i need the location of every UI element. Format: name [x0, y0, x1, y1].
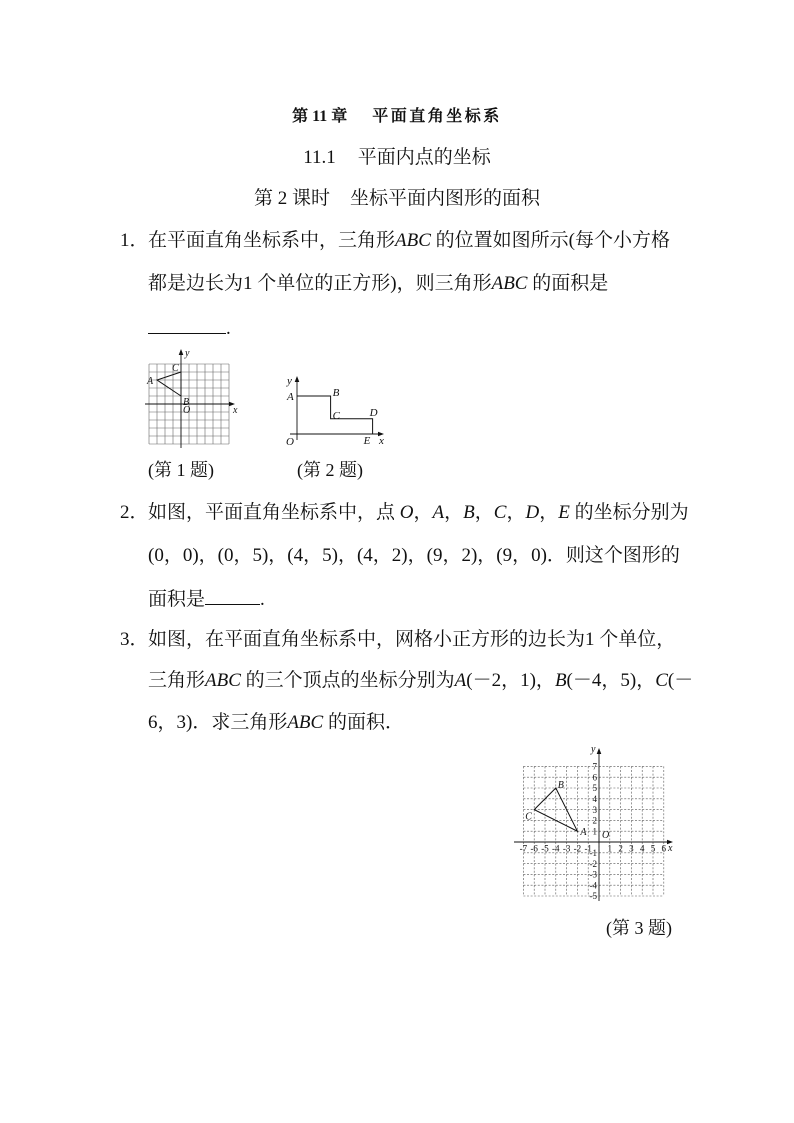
q3-line-3 — [148, 711, 404, 735]
figure-3-coordinate-grid — [510, 742, 682, 904]
figure-1-coordinate-grid — [140, 345, 245, 450]
y-tick-label: 2 — [592, 815, 597, 826]
text-segment: 的面积是 — [527, 273, 609, 294]
y-tick-label: 4 — [592, 794, 597, 804]
heading-gap — [336, 146, 358, 170]
end-period: . — [226, 318, 231, 339]
math-variable: D — [525, 502, 540, 523]
y-axis-label: y — [185, 348, 190, 359]
y-tick-label: 5 — [592, 783, 597, 794]
text-segment: 6，3)．求三角形 — [148, 712, 288, 733]
text-segment: (－ — [667, 670, 694, 691]
x-tick-label: 2 — [618, 843, 623, 854]
point-label-c: C — [332, 409, 340, 422]
text-segment: 如图，在平面直角坐标系中，网格小正方形的边长为1 个单位， — [148, 629, 676, 650]
text-segment: 都是边长为1 个单位的正方形)，则三角形 — [148, 273, 492, 294]
figure-2-caption: (第 2 题) — [297, 460, 363, 480]
y-tick-label: -1 — [589, 848, 597, 858]
section-number: 11.1 — [303, 147, 336, 168]
text-segment: 的位置如图所示(每个小方格 — [430, 230, 670, 251]
x-axis-label: x — [233, 405, 238, 416]
point-label-e: E — [363, 435, 371, 447]
y-axis-label: y — [591, 744, 596, 755]
y-tick-label: -4 — [589, 880, 597, 891]
triangle-shape — [157, 372, 181, 396]
y-axis-arrow-icon — [597, 748, 602, 754]
text-segment: 的三个顶点的坐标分别为 — [240, 670, 455, 691]
x-tick-label: -1 — [584, 843, 592, 854]
heading-gap — [347, 105, 372, 129]
point-label-b: B — [557, 780, 564, 791]
x-tick-label: 4 — [639, 843, 645, 854]
text-segment: ， — [474, 502, 494, 523]
text-segment: (－2，1)， — [466, 670, 555, 691]
point-label-b: B — [183, 397, 190, 408]
y-tick-label: 6 — [592, 772, 597, 783]
x-tick-label: 3 — [629, 843, 634, 854]
point-label-c: C — [525, 811, 532, 823]
math-variable: C — [655, 670, 668, 691]
text-segment: 如图，平面直角坐标系中，点 — [148, 502, 400, 523]
question-number: 2． — [120, 502, 149, 523]
origin-label: O — [286, 436, 294, 448]
q2-line-1 — [148, 501, 689, 525]
section-title: 平面内点的坐标 — [357, 147, 491, 168]
q3-line-2 — [148, 669, 693, 693]
math-variable: C — [493, 502, 507, 523]
chapter-title: 平面直角坐标系 — [372, 108, 502, 125]
math-variable: O — [399, 502, 414, 523]
origin-label: O — [183, 405, 191, 416]
lesson-title: 坐标平面内图形的面积 — [350, 188, 541, 209]
x-axis-label: x — [668, 843, 673, 854]
point-label-d: D — [369, 406, 378, 419]
q1-line-2 — [148, 272, 608, 296]
text-segment: 的坐标分别为 — [569, 502, 689, 523]
section-heading — [0, 146, 794, 170]
y-tick-label: -3 — [589, 869, 597, 880]
math-variable: ABC — [395, 230, 431, 251]
math-variable: ABC — [287, 712, 324, 733]
text-segment: ， — [444, 502, 464, 523]
y-axis-arrow-icon — [295, 376, 300, 382]
y-tick-label: 7 — [592, 761, 597, 772]
text-segment: 三角形 — [148, 670, 206, 691]
point-label-c: C — [172, 363, 179, 374]
q2-line-2 — [148, 544, 680, 568]
text-segment: ， — [506, 502, 526, 523]
x-tick-label: 1 — [607, 843, 613, 854]
x-tick-label: -3 — [562, 843, 571, 854]
figure-1-caption: (第 1 题) — [148, 460, 214, 480]
point-label-a: A — [147, 376, 154, 387]
question-number: 3． — [120, 629, 149, 650]
lesson-number: 第 2 课时 — [253, 188, 330, 209]
question-number: 1． — [120, 230, 149, 251]
text-segment: 的面积． — [323, 712, 404, 733]
chapter-number: 第 11 章 — [292, 108, 348, 125]
answer-blank — [205, 587, 260, 605]
q1-answer-line — [148, 316, 231, 340]
text-segment: ， — [413, 502, 433, 523]
x-tick-label: -6 — [530, 843, 538, 854]
end-period: . — [260, 589, 265, 610]
y-tick-label: 1 — [592, 826, 597, 837]
y-axis-arrow-icon — [179, 349, 184, 355]
math-variable: ABC — [491, 273, 528, 294]
lesson-heading — [0, 187, 794, 211]
text-segment: 在平面直角坐标系中，三角形 — [148, 230, 396, 251]
point-label-a: A — [287, 391, 294, 403]
math-variable: ABC — [205, 670, 241, 691]
x-axis-label: x — [379, 435, 384, 447]
y-tick-label: -5 — [589, 891, 597, 902]
answer-prefix: 面积是 — [148, 589, 206, 610]
point-label-b: B — [332, 387, 340, 399]
math-variable: E — [558, 502, 570, 523]
point-label-a: A — [580, 827, 587, 839]
q2-answer-line — [148, 587, 265, 611]
answer-blank — [148, 316, 226, 334]
chapter-heading — [0, 105, 794, 129]
text-segment: (－4，5)， — [566, 670, 656, 691]
x-tick-label: -4 — [552, 843, 560, 854]
math-variable: A — [432, 502, 445, 523]
x-tick-label: 5 — [650, 843, 656, 854]
figure-2-coordinate-shape — [278, 368, 390, 450]
x-tick-label: -2 — [573, 843, 582, 854]
y-axis-label: y — [287, 375, 292, 387]
math-variable: A — [454, 670, 467, 691]
x-tick-label: -5 — [541, 843, 549, 854]
figure-3-caption: (第 3 题) — [606, 918, 672, 938]
origin-label: O — [602, 830, 610, 841]
math-variable: B — [463, 502, 475, 523]
q1-line-1 — [148, 229, 670, 253]
x-tick-label: -7 — [519, 843, 528, 854]
q3-line-1 — [148, 628, 675, 652]
y-tick-label: 3 — [592, 804, 597, 815]
heading-gap — [330, 187, 350, 211]
y-tick-label: -2 — [589, 858, 597, 869]
x-tick-label: 6 — [661, 843, 667, 854]
text-segment: ， — [539, 502, 559, 523]
text-segment: (0，0)，(0，5)，(4，5)，(4，2)，(9，2)，(9，0)．则这个图形的 — [148, 545, 680, 566]
math-variable: B — [554, 670, 567, 691]
